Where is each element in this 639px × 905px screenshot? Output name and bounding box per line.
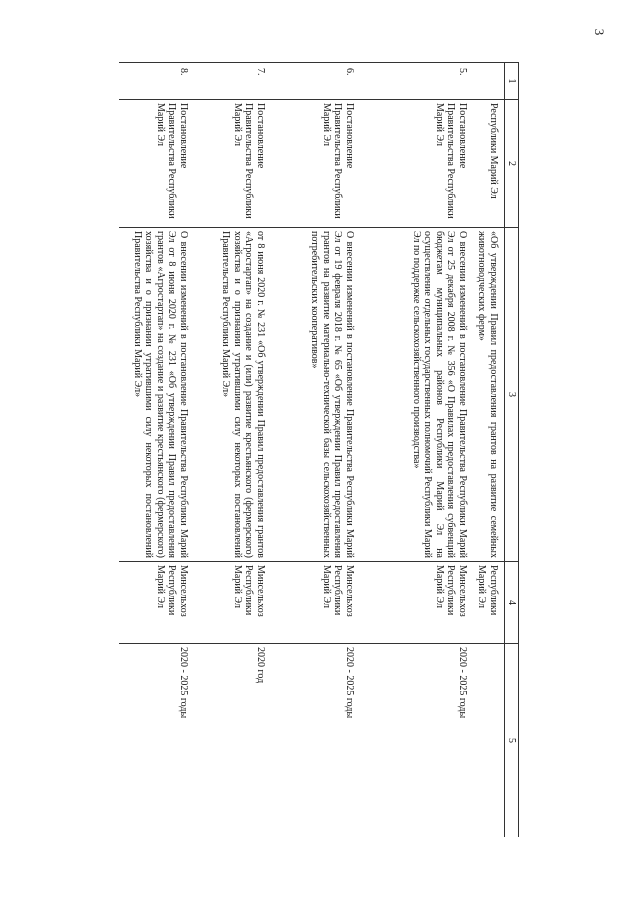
- document-type: Республики Марий Эл: [469, 100, 505, 228]
- document-description: «Об утверждении Правил предоставления грантов на развитие семейных животноводческих ферм»: [469, 228, 505, 562]
- document-type: Постановление Правительства Республики Марий Эл: [356, 100, 469, 228]
- header-col-5: 5: [505, 644, 519, 838]
- document-description: О внесении изменений в постановление Правительства Республики Марий Эл от 19 февраля 2018 г. № 65 «Об утверждении Правил предоставления грантов на развитие материально-технической базы сельскохозяйственных потребительских кооперативов»: [267, 228, 356, 562]
- executor: Минсельхоз Республики Марий Эл: [119, 562, 190, 644]
- row-number: 7.: [190, 63, 267, 100]
- header-col-1: 1: [505, 63, 519, 100]
- rotated-table-area: [119, 62, 519, 837]
- header-col-3: 3: [505, 228, 519, 562]
- document-type: Постановление Правительства Республики Марий Эл: [267, 100, 356, 228]
- row-number: 5.: [356, 63, 469, 100]
- period: 2020 - 2025 годы: [267, 644, 356, 838]
- page-number: 3: [592, 28, 607, 36]
- document-description: О внесении изменений в постановление Правительства Республики Марий Эл от 25 декабря 2008 г. № 356 «О Правилах предоставления субвенций бюджетам муниципальных районов Республики Марий Эл на осуществление отдельных государственных полномочий Республики Марий Эл по поддержке сельскохозяйственного производства»: [356, 228, 469, 562]
- document-type: Постановление Правительства Республики Марий Эл: [190, 100, 267, 228]
- table-row: [119, 63, 190, 838]
- table-row: [267, 63, 356, 838]
- executor: Минсельхоз Республики Марий Эл: [356, 562, 469, 644]
- table-row-continuation: [469, 63, 505, 838]
- row-number: [469, 63, 505, 100]
- rotated-page-content: [119, 62, 519, 837]
- header-col-4: 4: [505, 562, 519, 644]
- period: [469, 644, 505, 838]
- executor: Минсельхоз Республики Марий Эл: [267, 562, 356, 644]
- document-description: О внесении изменений в постановление Правительства Республики Марий Эл от 8 июня 2020 г. № 231 «Об утверждении Правил предоставления грантов «Агростартап» на создание и развитие крестьянского (фермерского) хозяйства и о признании утратившими силу некоторых постановлений Правительства Республики Марий Эл»: [119, 228, 190, 562]
- document-description: от 8 июня 2020 г. № 231 «Об утверждении Правил предоставления грантов «Агростартап» на создание и (или) развитие крестьянского (фермерского) хозяйства и о признании утратившими силу некоторых постановлений Правительства Республики Марий Эл»: [190, 228, 267, 562]
- executor: Минсельхоз Республики Марий Эл: [190, 562, 267, 644]
- table-body: [119, 63, 505, 838]
- measures-table: [119, 62, 519, 837]
- table-header: [505, 63, 519, 838]
- period: 2020 год: [190, 644, 267, 838]
- row-number: 8.: [119, 63, 190, 100]
- table-row: [190, 63, 267, 838]
- header-col-2: 2: [505, 100, 519, 228]
- period: 2020 - 2025 годы: [119, 644, 190, 838]
- executor: Республики Марий Эл: [469, 562, 505, 644]
- document-type: Постановление Правительства Республики Марий Эл: [119, 100, 190, 228]
- period: 2020 - 2025 годы: [356, 644, 469, 838]
- row-number: 6.: [267, 63, 356, 100]
- table-row: [356, 63, 469, 838]
- header-row: [505, 63, 519, 838]
